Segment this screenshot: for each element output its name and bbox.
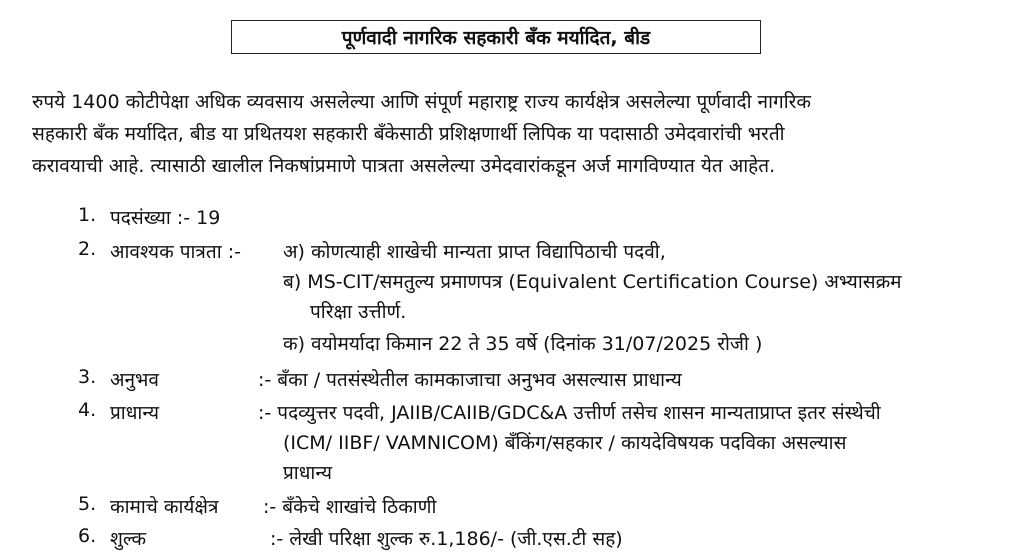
qualification-line-b-cont: परिक्षा उत्तीर्ण. bbox=[310, 301, 407, 323]
item-number: 1. bbox=[78, 204, 97, 226]
fee-value: :- लेखी परिक्षा शुल्क रु.1,186/- (जी.एस.टी सह) bbox=[270, 528, 623, 550]
experience-value: ‌:- बँका / पतसंस्थेतील कामकाजाचा अनुभव असल्यास प्राधान्य bbox=[258, 369, 682, 391]
item-number: 3. bbox=[78, 366, 97, 388]
item-label-post-count: पदसंख्या :- 19 bbox=[110, 207, 221, 229]
qualification-line-b: ब) MS-CIT/समतुल्य प्रमाणपत्र (Equivalent Certification Course) अभ्यासक्रम bbox=[283, 271, 902, 293]
intro-line: करावयाची आहे. त्यासाठी खालील निकषांप्रमाणे पात्रता असलेल्या उमेदवारांकडून अर्ज मागविण्यात येत आहेत. bbox=[32, 155, 776, 177]
item-label-preference: प्राधान्य bbox=[110, 402, 159, 424]
item-label-experience: अनुभव bbox=[110, 369, 159, 391]
preference-line-3: प्राधान्य bbox=[283, 462, 332, 484]
item-label-workplace: कामाचे कार्यक्षेत्र bbox=[110, 496, 219, 518]
intro-line: सहकारी बँक मर्यादित, बीड या प्रथितयश सहकारी बँकेसाठी प्रशिक्षणार्थी लिपिक या पदासाठी उमेदवारांची भरती bbox=[32, 123, 785, 145]
item-label-fee: शुल्क bbox=[110, 528, 147, 550]
intro-paragraph bbox=[32, 86, 1007, 182]
intro-line: रुपये 1400 कोटीपेक्षा अधिक व्यवसाय असलेल्या आणि संपूर्ण महाराष्ट्र राज्य कार्यक्षेत्र असलेल्या पूर्णवादी नागरिक bbox=[32, 91, 812, 113]
item-number: 2. bbox=[78, 238, 97, 260]
item-label-qualification: आवश्यक पात्रता :- bbox=[110, 241, 241, 263]
item-number: 5. bbox=[78, 493, 97, 515]
qualification-line-c: क) वयोमर्यादा किमान 22 ते 35 वर्षे (दिनांक 31/07/2025 रोजी ) bbox=[283, 333, 763, 355]
preference-line-2: (ICM/ IIBF/ VAMNICOM) बँकिंग/सहकार / कायदेविषयक पदविका असल्यास bbox=[283, 432, 847, 454]
item-number: 4. bbox=[78, 399, 97, 421]
preference-line-1: :- पदव्युत्तर पदवी, JAIIB/CAIIB/GDC&A उत्तीर्ण तसेच शासन मान्यताप्राप्त इतर संस्थेची bbox=[258, 402, 881, 424]
qualification-line-a: अ) कोणत्याही शाखेची मान्यता प्राप्त विद्यापिठाची पदवी, bbox=[283, 241, 666, 263]
page-title: पूर्णवादी नागरिक सहकारी बँक मर्यादित, बीड bbox=[231, 20, 761, 54]
workplace-value: :- बँकेचे शाखांचे ठिकाणी bbox=[263, 496, 437, 518]
item-number: 6. bbox=[78, 525, 97, 547]
